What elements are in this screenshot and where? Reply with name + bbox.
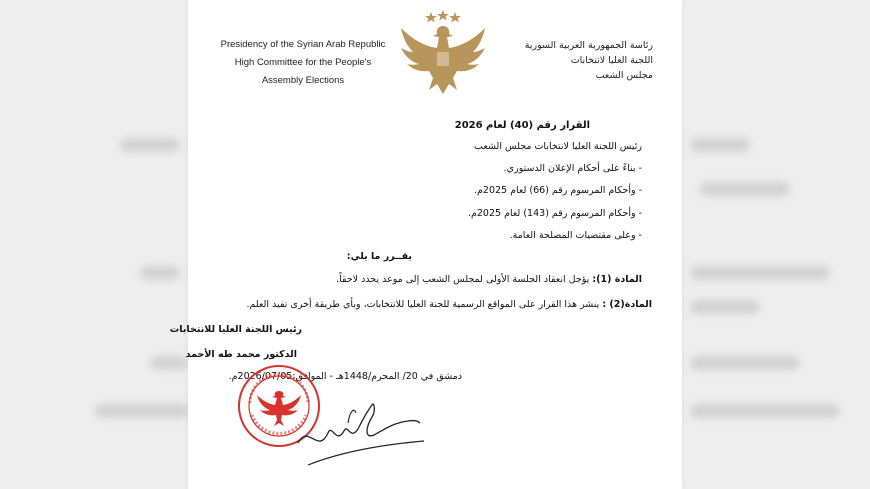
arabic-letterhead: [493, 38, 653, 83]
letterhead-line: Assembly Elections: [261, 75, 345, 86]
letterhead-line: Presidency of the Syrian Arab Republic: [220, 39, 386, 50]
article-1: [336, 274, 642, 285]
article-2: [246, 299, 652, 310]
english-letterhead: [214, 36, 392, 90]
preamble-item: - وعلى مقتضيات المصلحة العامة.: [509, 230, 642, 241]
article-label: المادة (1):: [592, 274, 642, 285]
article-text: يؤجل انعقاد الجلسة الأولى لمجلس الشعب إلى موعد يحدد لاحقاً.: [336, 274, 593, 285]
signatory-title: رئيس اللجنة العليا للانتخابات: [169, 324, 302, 335]
eagle-emblem-icon: [393, 8, 493, 98]
article-text: ينشر هذا القرار على المواقع الرسمية للجنة العليا للانتخابات، وبأي طريقة أخرى تفيد العلم.: [246, 299, 603, 310]
preamble-item: - وأحكام المرسوم رقم (143) لعام 2025م.: [467, 208, 642, 219]
article-label: المادة(2) :: [602, 299, 652, 310]
decree-document: [169, 0, 682, 489]
preamble-item: - وأحكام المرسوم رقم (66) لعام 2025م.: [474, 185, 642, 196]
letterhead-line: High Committee for the People's: [234, 57, 372, 68]
handwritten-signature: [288, 383, 428, 473]
preamble-item: - بناءً على أحكام الإعلان الدستوري.: [503, 163, 642, 174]
letterhead-line: اللجنة العليا لانتخابات: [570, 55, 653, 66]
signatory-name: الدكتور محمد طه الأحمد: [185, 349, 297, 360]
decree-title: القرار رقم (40) لعام 2026: [454, 120, 590, 131]
letterhead-line: مجلس الشعب: [595, 70, 653, 81]
letterhead-line: رئاسة الجمهورية العربية السورية: [524, 40, 653, 51]
decree-issuer: رئيس اللجنة العليا لانتخابات مجلس الشعب: [474, 141, 642, 152]
decides-heading: يقــرر ما يلي:: [346, 251, 412, 262]
date-line: دمشق في 20/ المحرم/1448هـ - الموافق:2026/07/05م.: [228, 371, 462, 382]
